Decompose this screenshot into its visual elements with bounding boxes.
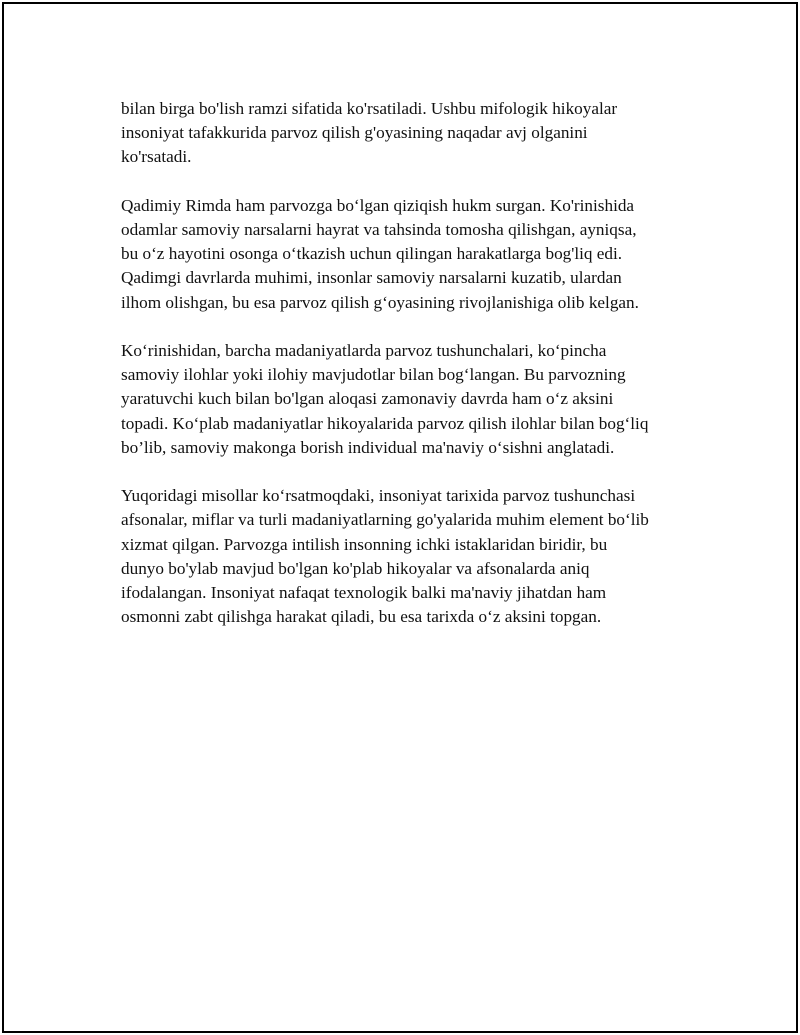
text-line: insoniyat tafakkurida parvoz qilish g'oyasining naqadar avj olganini [121, 123, 588, 143]
paragraph-1 [121, 97, 701, 170]
text-line: bu o‘z hayotini osonga o‘tkazish uchun qilingan harakatlarga bog'liq edi. [121, 244, 623, 264]
document-body [121, 97, 701, 654]
text-line: topadi. Ko‘plab madaniyatlar hikoyalarida parvoz qilish ilohlar bilan bog‘liq [121, 413, 649, 433]
text-line: samoviy ilohlar yoki ilohiy mavjudotlar bilan bog‘langan. Bu parvozning [121, 365, 626, 385]
text-line: Qadimgi davrlarda muhimi, insonlar samoviy narsalarni kuzatib, ulardan [121, 268, 622, 288]
text-line: xizmat qilgan. Parvozga intilish insonning ichki istaklaridan biridir, bu [121, 534, 608, 554]
text-line: odamlar samoviy narsalarni hayrat va tahsinda tomosha qilishgan, ayniqsa, [121, 220, 637, 239]
text-line: Yuqoridagi misollar ko‘rsatmoqdaki, insoniyat tarixida parvoz tushunchasi [121, 486, 636, 506]
text-line: bo’lib, samoviy makonga borish individual ma'naviy o‘sishni anglatadi. [121, 437, 615, 457]
text-line: ko'rsatadi. [121, 147, 192, 167]
paragraph-2 [121, 194, 701, 315]
text-line: osmonni zabt qilishga harakat qiladi, bu esa tarixda o‘z aksini topgan. [121, 607, 602, 627]
text-line: Ko‘rinishidan, barcha madaniyatlarda parvoz tushunchalari, ko‘pincha [121, 341, 607, 360]
text-line: ifodalangan. Insoniyat nafaqat texnologik balki ma'naviy jihatdan ham [121, 583, 607, 603]
paragraph-3 [121, 339, 701, 460]
text-line: afsonalar, miflar va turli madaniyatlarning go'yalarida muhim element bo‘lib [121, 510, 649, 530]
text-line: yaratuvchi kuch bilan bo'lgan aloqasi zamonaviy davrda ham o‘z aksini [121, 389, 614, 409]
paragraph-4 [121, 484, 701, 629]
text-line: dunyo bo'ylab mavjud bo'lgan ko'plab hikoyalar va afsonalarda aniq [121, 558, 590, 578]
document-page [2, 2, 798, 1033]
text-line: bilan birga bo'lish ramzi sifatida ko'rsatiladi. Ushbu mifologik hikoyalar [121, 99, 618, 118]
text-line: ilhom olishgan, bu esa parvoz qilish g‘oyasining rivojlanishiga olib kelgan. [121, 292, 639, 312]
text-line: Qadimiy Rimda ham parvozga bo‘lgan qiziqish hukm surgan. Ko'rinishida [121, 195, 635, 215]
